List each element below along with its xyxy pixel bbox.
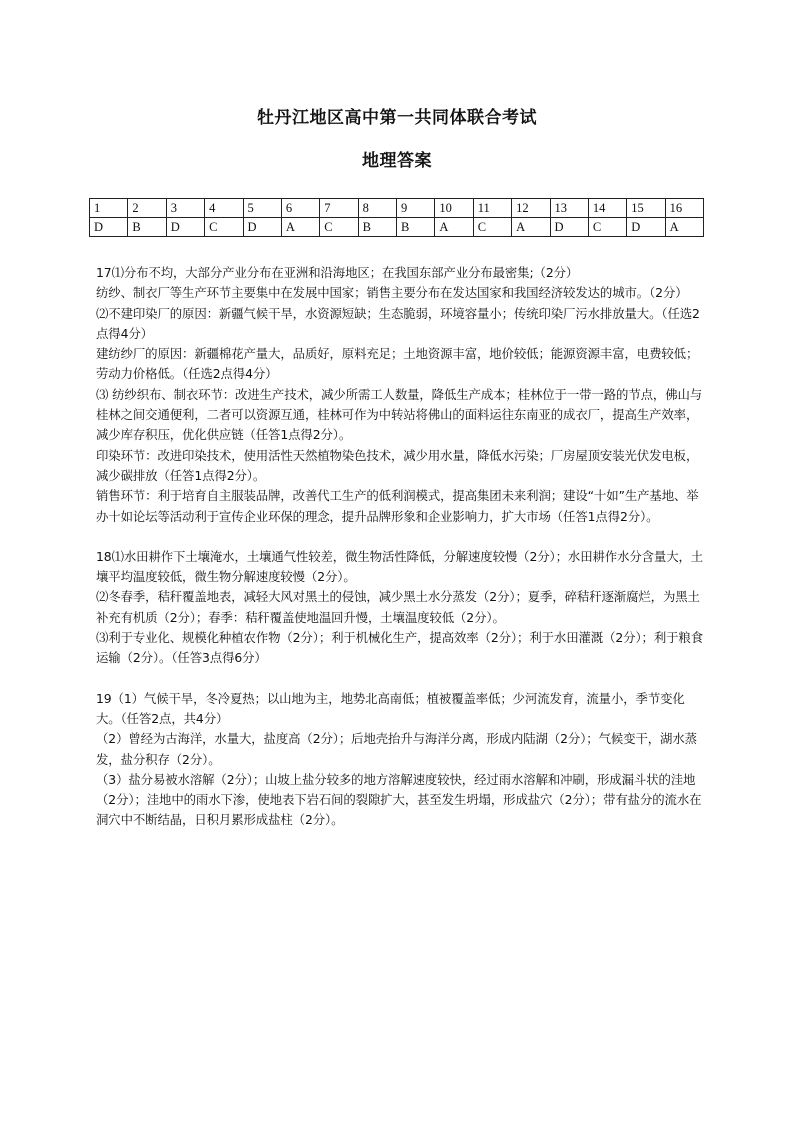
answer-cell: A xyxy=(665,218,703,237)
question-number-cell: 15 xyxy=(627,199,665,218)
q19-paragraph: 19（1）气候干旱，冬冷夏热；以山地为主，地势北高南低；植被覆盖率低；少河流发育，流量小，季节变化大。（任答2点，共4分） xyxy=(96,690,685,726)
question-number-cell: 8 xyxy=(358,199,396,218)
question-number-cell: 3 xyxy=(166,199,204,218)
answer-table xyxy=(89,198,704,237)
answer-cell: A xyxy=(435,218,473,237)
question-number-cell: 5 xyxy=(243,199,281,218)
question-number-cell: 12 xyxy=(512,199,550,218)
answer-cell: C xyxy=(473,218,511,237)
q17-paragraph: ⑵不建印染厂的原因：新疆气候干旱，水资源短缺；生态脆弱，环境容量小；传统印染厂污水排放量大。（任选2点得4分） xyxy=(96,305,700,341)
answer-cell: D xyxy=(166,218,204,237)
question-number-row xyxy=(90,199,704,218)
answer-cell: A xyxy=(512,218,550,237)
page-subtitle: 地理答案 xyxy=(362,151,432,171)
question-number-cell: 13 xyxy=(550,199,588,218)
answer-cell: B xyxy=(128,218,166,237)
question-17-section xyxy=(96,263,706,527)
answer-cell: A xyxy=(281,218,319,237)
question-number-cell: 11 xyxy=(473,199,511,218)
answer-cell: B xyxy=(358,218,396,237)
answer-cell: C xyxy=(588,218,626,237)
q19-paragraph: （3）盐分易被水溶解（2分）；山坡上盐分较多的地方溶解速度较快，经过雨水溶解和冲刷，形成漏斗状的洼地（2分）；洼地中的雨水下渗，使地表下岩石间的裂隙扩大，甚至发生坍塌，形成盐穴（2分）；带有盐分的流水在洞穴中不断结晶，日积月累形成盐柱（2分）。 xyxy=(96,771,702,828)
question-number-cell: 9 xyxy=(397,199,435,218)
answer-cell: D xyxy=(550,218,588,237)
answer-cell: D xyxy=(243,218,281,237)
q18-paragraph: 18⑴水田耕作下土壤淹水，土壤通气性较差，微生物活性降低，分解速度较慢（2分）；水田耕作水分含量大，土壤平均温度较低，微生物分解速度较慢（2分）。 xyxy=(96,548,704,585)
q18-paragraph: ⑶利于专业化、规模化种植农作物（2分）；利于机械化生产，提高效率（2分）；利于水田灌溉（2分）；利于粮食运输（2分）。（任答3点得6分） xyxy=(96,630,703,666)
question-number-cell: 2 xyxy=(128,199,166,218)
q17-paragraph: ⑶ 纺纱织布、制衣环节：改进生产技术，减少所需工人数量，降低生产成本；桂林位于一带一路的节点，佛山与桂林之间交通便利，二者可以资源互通，桂林可作为中转站将佛山的面料运往东南亚的成衣厂，提高生产效率，减少库存积压，优化供应链（任答1点得2分）。 xyxy=(96,386,703,443)
q17-paragraph: 纺纱、制衣厂等生产环节主要集中在发展中国家；销售主要分布在发达国家和我国经济较发达的城市。（2分） xyxy=(96,285,688,301)
section-spacer xyxy=(96,669,706,689)
question-number-cell: 14 xyxy=(588,199,626,218)
answer-cell: D xyxy=(627,218,665,237)
question-number-cell: 6 xyxy=(281,199,319,218)
page-title: 牡丹江地区高中第一共同体联合考试 xyxy=(257,108,537,128)
question-number-cell: 10 xyxy=(435,199,473,218)
q19-paragraph: （2）曾经为古海洋，水量大，盐度高（2分）；后地壳抬升与海洋分离，形成内陆湖（2分）；气候变干，湖水蒸发，盐分积存（2分）。 xyxy=(96,731,697,767)
answer-cell: C xyxy=(205,218,243,237)
question-number-cell: 4 xyxy=(205,199,243,218)
q17-paragraph: 印染环节：改进印染技术，使用活性天然植物染色技术，减少用水量，降低水污染；厂房屋顶安装光伏发电板，减少碳排放（任答1点得2分）。 xyxy=(96,447,699,483)
q17-paragraph: 销售环节：利于培育自主服装品牌，改善代工生产的低利润模式，提高集团未来利润；建设“十如”生产基地、举办十如论坛等活动利于宣传企业环保的理念，提升品牌形象和企业影响力，扩大市场（任答1点得2分）。 xyxy=(96,488,699,524)
question-number-cell: 16 xyxy=(665,199,703,218)
question-number-cell: 7 xyxy=(320,199,358,218)
answer-cell: B xyxy=(397,218,435,237)
question-19-section xyxy=(96,689,706,831)
answer-body xyxy=(96,263,706,831)
answer-cell: C xyxy=(320,218,358,237)
q17-paragraph: 建纺纱厂的原因：新疆棉花产量大，品质好，原料充足；土地资源丰富，地价较低；能源资源丰富，电费较低；劳动力价格低。（任选2点得4分） xyxy=(96,346,699,382)
section-spacer xyxy=(96,527,706,547)
q17-paragraph: 17⑴分布不均，大部分产业分布在亚洲和沿海地区；在我国东部产业分布最密集;（2分） xyxy=(96,265,579,280)
answer-cell: D xyxy=(90,218,128,237)
question-18-section xyxy=(96,547,706,669)
q18-paragraph: ⑵冬春季，秸秆覆盖地表，减轻大风对黑土的侵蚀，减少黑土水分蒸发（2分）；夏季，碎秸秆逐渐腐烂，为黑土补充有机质（2分）；春季：秸秆覆盖使地温回升慢，土壤温度较低（2分）。 xyxy=(96,589,700,625)
question-number-cell: 1 xyxy=(90,199,128,218)
answer-row xyxy=(90,218,704,237)
